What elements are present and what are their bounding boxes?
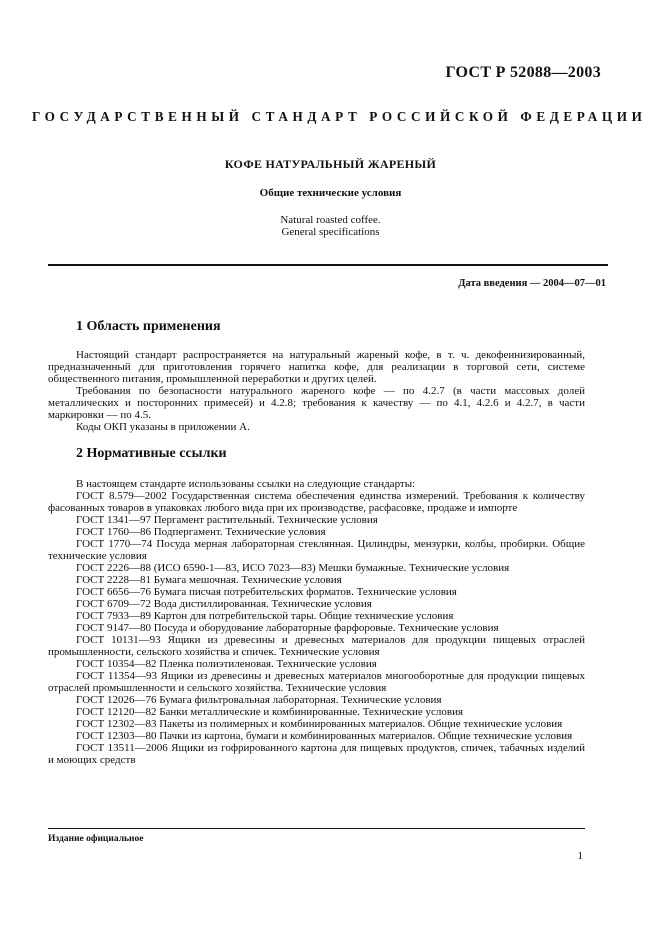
reference-item: ГОСТ 1341—97 Пергамент растительный. Технические условия [76, 514, 378, 526]
official-edition-note: Издание официальное [48, 834, 144, 844]
reference-item: ГОСТ 10131—93 Ящики из древесины и древесных материалов для продукции пищевых отраслей промышленности, сельского хозяйства и спичек. Технические условия [48, 634, 585, 658]
reference-item: ГОСТ 12303—80 Пачки из картона, бумаги и комбинированных материалов. Общие технические условия [76, 730, 573, 742]
reference-item: ГОСТ 1760—86 Подпергамент. Технические условия [76, 526, 326, 538]
reference-item: ГОСТ 1770—74 Посуда мерная лабораторная стеклянная. Цилиндры, мензурки, колбы, пробирки. Общие технические условия [48, 538, 585, 562]
section-1-body [48, 349, 585, 433]
section-1-paragraph: Коды ОКП указаны в приложении А. [76, 421, 250, 433]
reference-item: ГОСТ 13511—2006 Ящики из гофрированного картона для пищевых продуктов, спичек, табачных изделий и моющих средств [48, 742, 585, 766]
title-divider [48, 264, 608, 266]
page-number: 1 [577, 850, 583, 862]
reference-item: ГОСТ 6709—72 Вода дистиллированная. Технические условия [76, 598, 372, 610]
section-1-paragraph: Настоящий стандарт распространяется на натуральный жареный кофе, в т. ч. декофеинизированный, предназначенный для приготовления горячего напитка кофе, для реализации в торговой сети, системе общественного питания, промышленной переработки и других целей. [48, 349, 585, 385]
introduction-date: Дата введения — 2004—07—01 [458, 278, 606, 289]
reference-item: ГОСТ 12302—83 Пакеты из полимерных и комбинированных материалов. Общие технические условия [76, 718, 563, 730]
english-title-line-2: General specifications [281, 226, 380, 238]
reference-item: ГОСТ 9147—80 Посуда и оборудование лабораторные фарфоровые. Технические условия [76, 622, 499, 634]
reference-item: ГОСТ 12120—82 Банки металлические и комбинированные. Технические условия [76, 706, 464, 718]
footer-divider [48, 828, 585, 829]
references-intro: В настоящем стандарте использованы ссылки на следующие стандарты: [76, 478, 416, 490]
reference-item: ГОСТ 10354—82 Пленка полиэтиленовая. Технические условия [76, 658, 377, 670]
reference-item: ГОСТ 12026—76 Бумага фильтровальная лабораторная. Технические условия [76, 694, 442, 706]
reference-item: ГОСТ 2226—88 (ИСО 6590-1—83, ИСО 7023—83) Мешки бумажные. Технические условия [76, 562, 510, 574]
document-title: КОФЕ НАТУРАЛЬНЫЙ ЖАРЕНЫЙ [224, 157, 437, 171]
document-subtitle: Общие технические условия [259, 187, 402, 199]
reference-item: ГОСТ 6656—76 Бумага писчая потребительских форматов. Технические условия [76, 586, 457, 598]
section-2-heading: 2 Нормативные ссылки [76, 446, 227, 461]
standard-code: ГОСТ Р 52088—2003 [445, 64, 601, 81]
national-standard-title: ГОСУДАРСТВЕННЫЙ СТАНДАРТ РОССИЙСКОЙ ФЕДЕРАЦИИ [32, 109, 647, 124]
section-1-heading: 1 Область применения [76, 319, 221, 334]
reference-item: ГОСТ 11354—93 Ящики из древесины и древесных материалов многооборотные для продукции пищевых отраслей промышленности и сельского хозяйства. Технические условия [48, 670, 585, 694]
section-1-paragraph: Требования по безопасности натурального жареного кофе — по 4.2.7 (в части массовых долей металлических и посторонних примесей) и 4.2.8; требования к качеству — по 4.1, 4.2.6 и 4.2.7, в части маркировки — по 4.5. [48, 385, 585, 421]
references-list [48, 478, 585, 766]
reference-item: ГОСТ 2228—81 Бумага мешочная. Технические условия [76, 574, 342, 586]
english-title [0, 214, 661, 238]
english-title-line-1: Natural roasted coffee. [280, 214, 381, 226]
reference-item: ГОСТ 7933—89 Картон для потребительской тары. Общие технические условия [76, 610, 454, 622]
reference-item: ГОСТ 8.579—2002 Государственная система обеспечения единства измерений. Требования к количеству фасованных товаров в упаковках любого вида при их производстве, расфасовке, продаже и импорте [48, 490, 585, 514]
